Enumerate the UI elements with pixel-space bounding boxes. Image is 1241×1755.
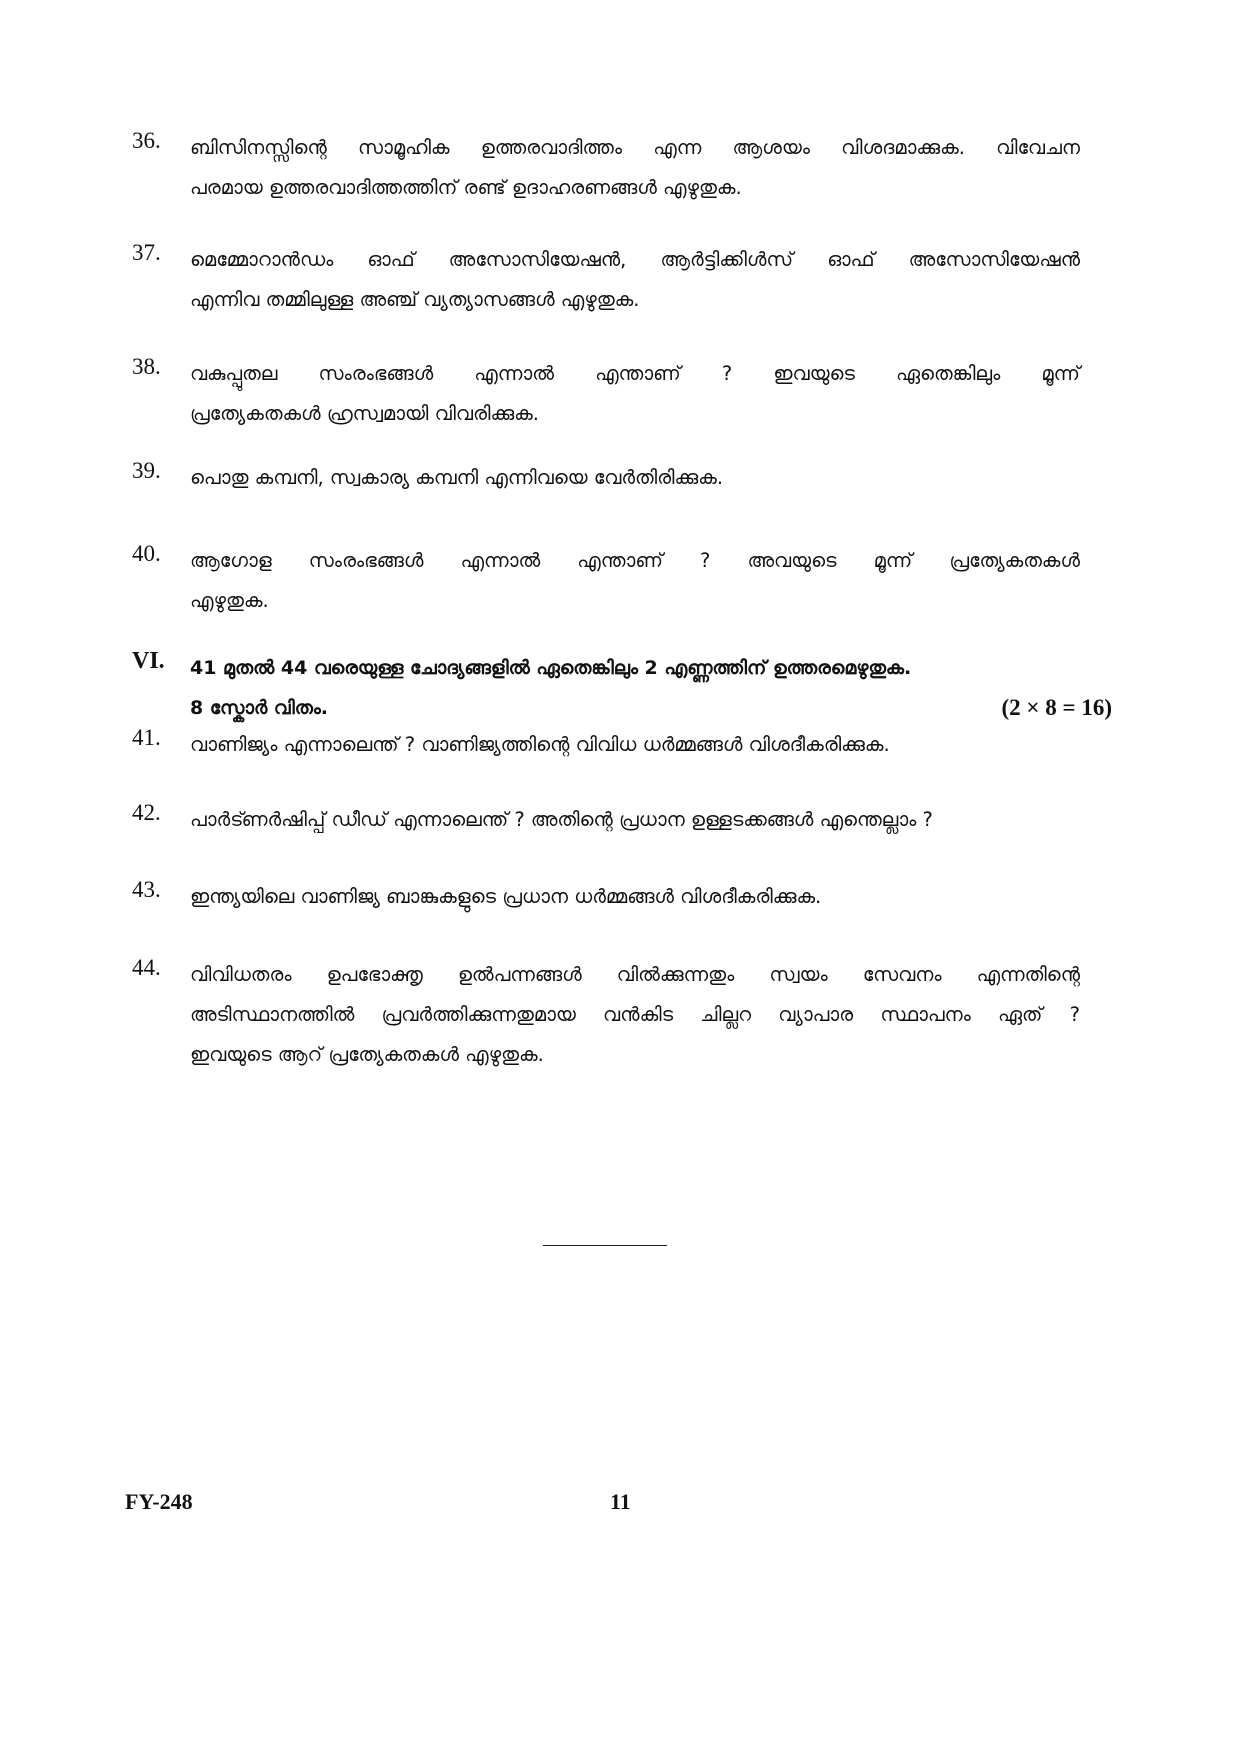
question-number: 37. bbox=[132, 240, 161, 265]
question-line: മെമ്മോറാൻഡം ഓഫ് അസോസിയേഷൻ, ആർട്ടിക്കിൾസ് ഓഫ് അസോസിയേഷൻ bbox=[190, 248, 1080, 271]
question-line: വിവിധതരം ഉപഭോക്തൃ ഉൽപന്നങ്ങൾ വിൽക്കുന്നതും സ്വയം സേവനം എന്നതിന്റെ bbox=[190, 963, 1080, 986]
question-line: എഴുതുക. bbox=[190, 589, 269, 612]
question-line: ഇന്ത്യയിലെ വാണിജ്യ ബാങ്കുകളുടെ പ്രധാന ധർമ്മങ്ങൾ വിശദീകരിക്കുക. bbox=[190, 885, 822, 908]
question-line: ഇവയുടെ ആറ് പ്രത്യേകതകൾ എഴുതുക. bbox=[190, 1043, 544, 1066]
question-text bbox=[190, 354, 1080, 434]
question-line: എന്നിവ തമ്മിലുള്ള അഞ്ച് വ്യത്യാസങ്ങൾ എഴുതുക. bbox=[190, 288, 640, 311]
question-line: അടിസ്ഥാനത്തിൽ പ്രവർത്തിക്കുന്നതുമായ വൻകിട ചില്ലറ വ്യാപാര സ്ഥാപനം ഏത് ? bbox=[190, 1003, 1080, 1026]
section-score: 8 സ്കോർ വിതം. bbox=[190, 697, 328, 719]
question-line: ആഗോള സംരംഭങ്ങൾ എന്നാൽ എന്താണ് ? അവയുടെ മൂന്ന് പ്രത്യേകതകൾ bbox=[190, 549, 1080, 572]
question-line: ബിസിനസ്സിന്റെ സാമൂഹിക ഉത്തരവാദിത്തം എന്ന ആശയം വിശദമാക്കുക. വിവേചന bbox=[190, 136, 1080, 159]
question-number: 39. bbox=[132, 458, 161, 483]
section-marks: (2 × 8 = 16) bbox=[1001, 695, 1112, 720]
question-line: വാണിജ്യം എന്നാലെന്ത് ? വാണിജ്യത്തിന്റെ വിവിധ ധർമ്മങ്ങൾ വിശദീകരിക്കുക. bbox=[190, 733, 890, 756]
question-number: 43. bbox=[132, 877, 161, 902]
question-line: വകുപ്പുതല സംരംഭങ്ങൾ എന്നാൽ എന്താണ് ? ഇവയുടെ ഏതെങ്കിലും മൂന്ന് bbox=[190, 362, 1080, 385]
page-number: 11 bbox=[610, 1489, 631, 1514]
question-text bbox=[190, 955, 1080, 1075]
question-number: 44. bbox=[132, 955, 161, 980]
question-text bbox=[190, 725, 1080, 765]
section-instruction-line: 41 മുതൽ 44 വരെയുള്ള ചോദ്യങ്ങളിൽ ഏതെങ്കിലും 2 എണ്ണത്തിന് ഉത്തരമെഴുതുക. bbox=[190, 657, 912, 679]
question-text bbox=[190, 800, 1080, 840]
question-number: 41. bbox=[132, 725, 161, 750]
question-line: പ്രത്യേകതകൾ ഹ്രസ്വമായി വിവരിക്കുക. bbox=[190, 402, 539, 425]
question-text bbox=[190, 128, 1080, 208]
question-line: പൊതു കമ്പനി, സ്വകാര്യ കമ്പനി എന്നിവയെ വേർതിരിക്കുക. bbox=[190, 466, 724, 489]
question-number: 36. bbox=[132, 128, 161, 153]
question-line: പരമായ ഉത്തരവാദിത്തത്തിന് രണ്ട് ഉദാഹരണങ്ങൾ എഴുതുക. bbox=[190, 176, 742, 199]
end-rule bbox=[543, 1245, 667, 1246]
question-number: 40. bbox=[132, 541, 161, 566]
section-number: VI. bbox=[132, 648, 165, 674]
section-instruction bbox=[190, 648, 1080, 728]
question-line: പാർട്ണർഷിപ്പ് ഡീഡ് എന്നാലെന്ത് ? അതിന്റെ പ്രധാന ഉള്ളടക്കങ്ങൾ എന്തെല്ലാം ? bbox=[190, 808, 933, 831]
question-text bbox=[190, 240, 1080, 320]
question-text bbox=[190, 877, 1080, 917]
question-text bbox=[190, 541, 1080, 621]
question-number: 38. bbox=[132, 354, 161, 379]
question-number: 42. bbox=[132, 800, 161, 825]
question-text bbox=[190, 458, 1080, 498]
paper-code: FY-248 bbox=[125, 1489, 193, 1514]
